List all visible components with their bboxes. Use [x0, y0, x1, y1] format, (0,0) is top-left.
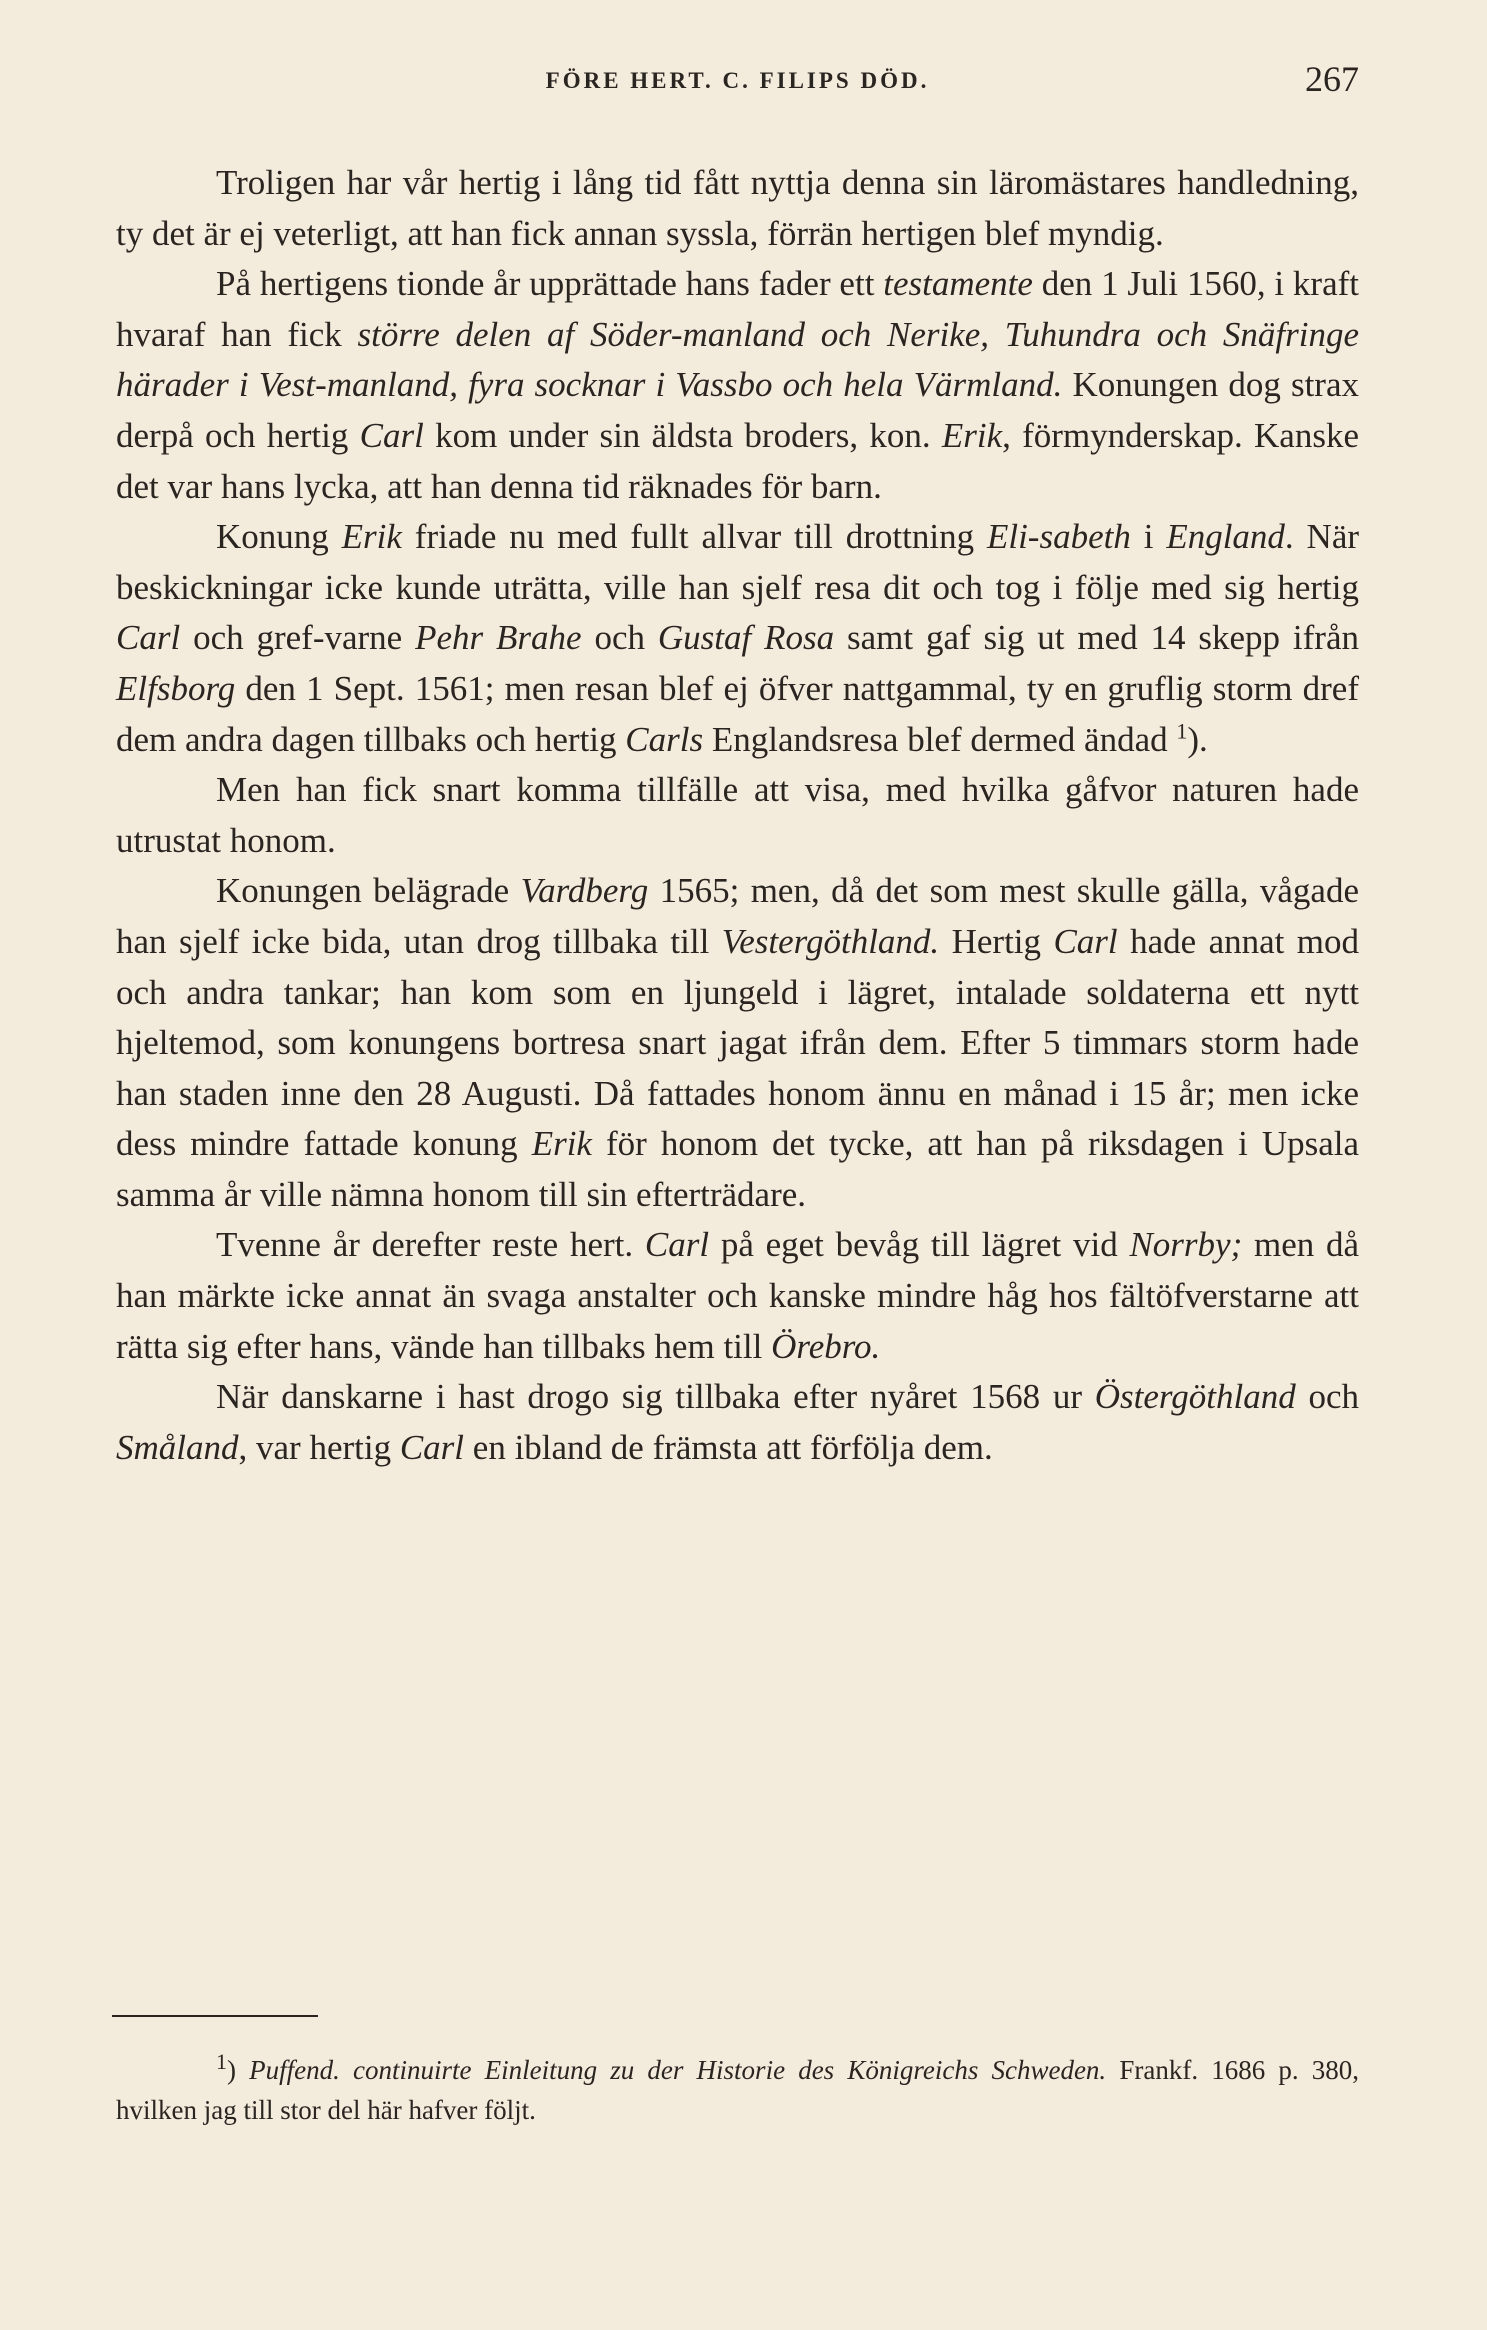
text-run: kom under sin äldsta broders, kon.: [423, 415, 942, 455]
text-run: ).: [1187, 719, 1208, 759]
italic-text: Östergöthland: [1094, 1377, 1296, 1417]
text-run: Men han fick snart komma tillfälle att visa, med hvilka gåfvor naturen hade utrustat honom.: [116, 770, 1359, 860]
text-run: den 1 Sept. 1561; men resan blef ej öfver nattgammal, ty en gruflig storm dref dem andra dagen tillbaks och hertig: [116, 668, 1359, 759]
italic-text: Carl: [644, 1225, 710, 1265]
italic-text: Puffend. continuirte Einleitung zu der Historie des Königreichs Schweden.: [249, 2055, 1107, 2085]
italic-text: Carl: [399, 1427, 465, 1467]
text-run: Konung: [216, 517, 342, 557]
body-text: [116, 158, 1359, 1473]
text-run: på eget bevåg till lägret vid: [709, 1225, 1130, 1265]
italic-text: Vestergöthland.: [721, 921, 940, 961]
text-run: Konungen dog strax derpå och hertig: [116, 365, 1359, 455]
italic-text: Gustaf Rosa: [657, 618, 835, 658]
paragraph: [116, 512, 1359, 765]
text-run: den 1 Juli 1560, i kraft hvaraf han fick: [116, 264, 1359, 354]
text-run: , förmynderskap. Kanske det var hans lycka, att han denna tid räknades för barn.: [116, 415, 1359, 506]
italic-text: Elfsborg: [116, 668, 236, 708]
text-run: Frankf. 1686 p. 380, hvilken jag till stor del här hafver följt.: [116, 2055, 1359, 2125]
italic-text: Carls: [625, 719, 704, 759]
italic-text: Pehr Brahe: [415, 618, 582, 658]
italic-text: England: [1166, 517, 1285, 557]
page-number: 267: [1305, 59, 1359, 99]
italic-text: större delen af Söder-manland och Nerike, Tuhundra och Snäfringe härader i Vest-manland, fyra socknar i Vassbo och hela Värmland.: [116, 314, 1359, 405]
italic-text: Vardberg: [520, 871, 649, 911]
footnote-marker: 1: [1176, 717, 1188, 743]
text-run: för honom det tycke, att han på riksdagen i Upsala samma år ville nämna honom till sin efterträdare.: [116, 1124, 1360, 1214]
text-run: Tvenne år derefter reste hert.: [216, 1225, 645, 1265]
text-run: och: [581, 618, 658, 658]
text-run: friade nu med fullt allvar till drottning: [401, 517, 987, 557]
paragraph: [116, 1372, 1359, 1473]
text-run: Troligen har vår hertig i lång tid fått nyttja denna sin läromästares handledning, ty det är ej veterligt, att han fick annan syssla, förrän hertigen blef myndig.: [116, 163, 1359, 253]
text-run: 1565; men, då det som mest skulle gälla, vågade han sjelf icke bida, utan drog tillbaka till: [116, 871, 1359, 961]
text-run: Englandsresa blef dermed ändad: [703, 719, 1177, 759]
text-run: Konungen belägrade: [216, 871, 521, 911]
text-run: och: [1295, 1377, 1359, 1417]
paragraph: [116, 765, 1359, 866]
footnote-rule: [112, 2015, 318, 2017]
footnote-marker: 1: [216, 2049, 227, 2074]
paragraph: [116, 866, 1359, 1220]
text-run: en ibland de främsta att förfölja dem.: [464, 1427, 993, 1467]
text-run: men då han märkte icke annat än svaga anstalter och kanske mindre håg hos fältöfverstarne att rätta sig efter hans, vände han tillbaks hem till: [116, 1225, 1360, 1366]
text-run: . När beskickningar icke kunde uträtta, ville han sjelf resa dit och tog i följe med sig hertig: [116, 517, 1360, 607]
text-run: hade annat mod och andra tankar; han kom som en ljungeld i lägret, intalade soldaterna ett nytt hjeltemod, som konungens bortresa snart jagat ifrån dem. Efter 5 timmars storm hade han staden inne den 28 Augusti. Då fattades honom ännu en månad i 15 år; men icke dess mindre fattade konung: [116, 921, 1360, 1164]
italic-text: Erik: [531, 1124, 592, 1164]
text-run: samt gaf sig ut med 14 skepp ifrån: [834, 618, 1359, 658]
italic-text: Erik: [341, 517, 402, 557]
text-run: i: [1130, 517, 1167, 557]
italic-text: Erik: [941, 415, 1003, 455]
italic-text: testamente: [883, 264, 1033, 304]
paragraph: [116, 1220, 1359, 1372]
italic-text: Eli-sabeth: [986, 517, 1131, 557]
text-run: Hertig: [939, 921, 1054, 961]
text-run: På hertigens tionde år upprättade hans fader ett: [216, 264, 884, 304]
italic-text: Örebro.: [771, 1326, 881, 1366]
paragraph: [116, 259, 1359, 512]
text-run: , var hertig: [238, 1427, 400, 1467]
italic-text: Carl: [116, 618, 181, 658]
text-run: ): [227, 2055, 250, 2085]
text-run: När danskarne i hast drogo sig tillbaka efter nyåret 1568 ur: [216, 1377, 1095, 1417]
italic-text: Carl: [1053, 921, 1118, 961]
italic-text: Carl: [359, 415, 424, 455]
footnote: [116, 2050, 1359, 2130]
italic-text: Småland: [116, 1427, 239, 1467]
italic-text: Norrby;: [1129, 1225, 1243, 1265]
running-title: FÖRE HERT. C. FILIPS DÖD.: [545, 68, 930, 93]
paragraph: [116, 158, 1359, 259]
running-head: [116, 52, 1359, 112]
text-run: och gref-varne: [180, 618, 416, 658]
